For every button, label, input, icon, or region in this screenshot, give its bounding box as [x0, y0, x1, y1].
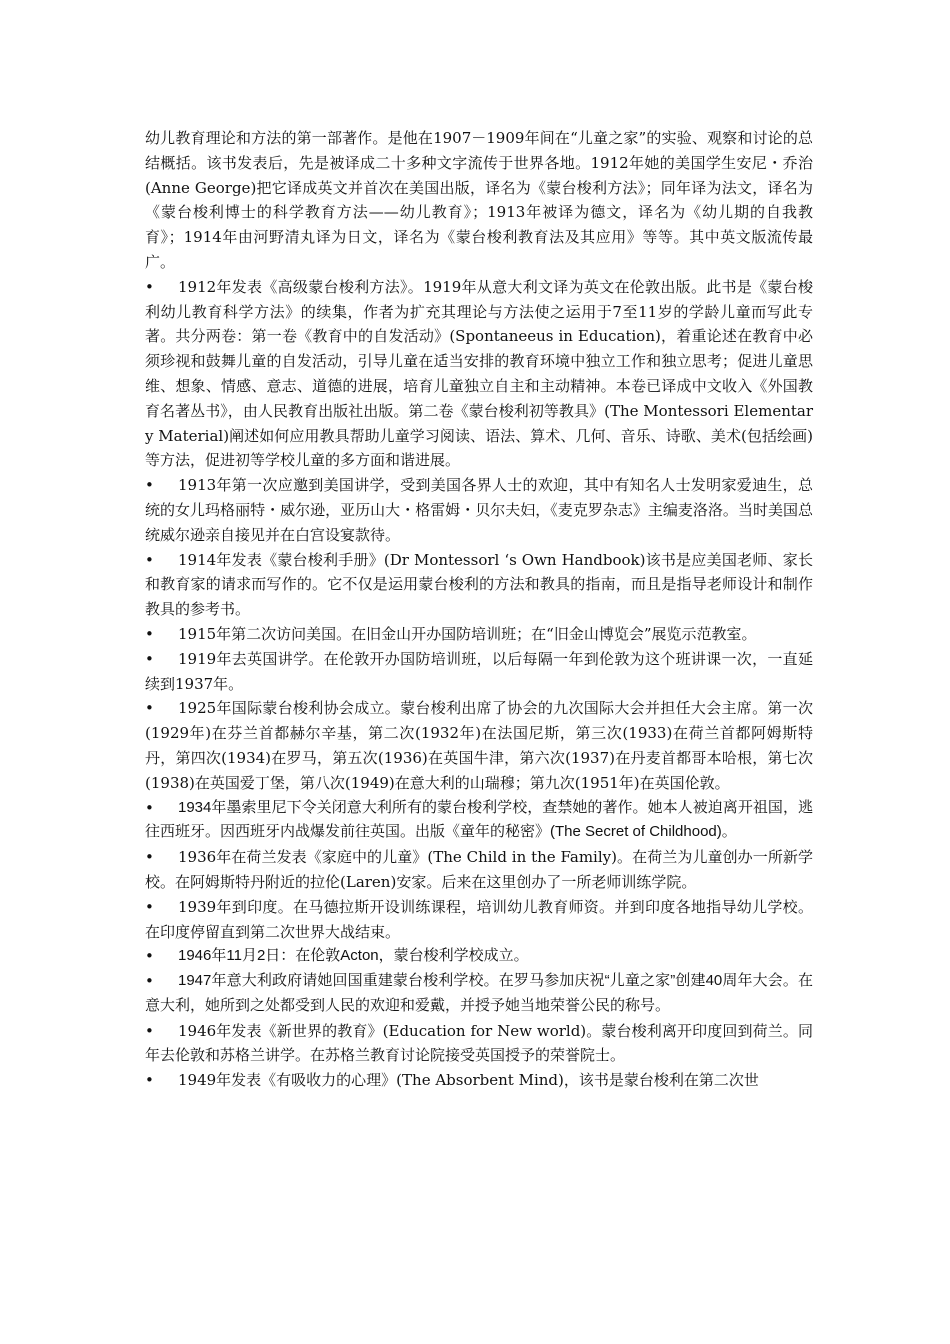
list-item-text: 1912年发表《高级蒙台梭利方法》。1919年从意大利文译为英文在伦敦出版。此书是《蒙台梭利幼儿教育科学方法》的续集，作者为扩充其理论与方法使之运用于7至11岁的学龄儿童而写此专著。共分两卷：第一卷《教育中的自发活动》(Spontaneeus in Education)，着重论述在教育中必须珍视和鼓舞儿童的自发活动，引导儿童在适当安排的教育环境中独立工作和独立思考；促进儿童思维、想象、情感、意志、道德的进展，培育儿童独立自主和主动精神。本卷已译成中文收入《外国教育名著丛书》，由人民教育出版社出版。第二卷《蒙台梭利初等教具》(The Montessori Elementary Material)阐述如何应用教具帮助儿童学习阅读、语法、算术、几何、音乐、诗歌、美术(包括绘画)等方法，促进初等学校儿童的多方面和谐进展。 [145, 277, 813, 470]
list-item [145, 473, 813, 547]
bullet-icon: • [145, 277, 154, 296]
list-item [145, 548, 813, 622]
list-item-text: 1936年在荷兰发表《家庭中的儿童》(The Child in the Family)。在荷兰为儿童创办一所新学校。在阿姆斯特丹附近的拉伦(Laren)安家。后来在这里创办了一所老师训练学院。 [145, 848, 813, 891]
list-item [145, 944, 813, 969]
list-item-text: 1913年第一次应邀到美国讲学，受到美国各界人士的欢迎，其中有知名人士发明家爱迪生，总统的女儿玛格丽特・威尔逊，亚历山大・格雷姆・贝尔夫妇，《麦克罗杂志》主编麦洛洛。当时美国总统威尔逊亲自接见并在白宫设宴款待。 [145, 476, 813, 544]
list-item [145, 1068, 813, 1093]
bullet-list [145, 275, 813, 1093]
list-item [145, 796, 813, 846]
bullet-icon: • [145, 699, 154, 718]
bullet-icon: • [145, 798, 154, 817]
document-page [145, 126, 813, 1093]
list-item-text: 1946年发表《新世界的教育》(Education for New world)。蒙台梭利离开印度回到荷兰。同年去伦敦和苏格兰讲学。在苏格兰教育讨论院接受英国授予的荣誉院士。 [145, 1021, 813, 1065]
bullet-icon: • [145, 550, 154, 569]
list-item-text: 1915年第二次访问美国。在旧金山开办国防培训班；在“旧金山博览会”展览示范教室。 [178, 624, 757, 643]
list-item [145, 622, 813, 647]
list-item-text: 1946年11月2日：在伦敦Acton，蒙台梭利学校成立。 [178, 947, 529, 965]
list-item [145, 895, 813, 945]
list-item [145, 969, 813, 1019]
bullet-icon: • [145, 624, 154, 643]
bullet-icon: • [145, 476, 154, 495]
list-item-text: 1947年意大利政府请她回国重建蒙台梭利学校。在罗马参加庆祝“儿童之家”创建40周年大会。在意大利，她所到之处都受到人民的欢迎和爱戴，并授予她当地荣誉公民的称号。 [145, 972, 813, 1014]
bullet-icon: • [145, 897, 154, 916]
bullet-icon: • [145, 972, 154, 991]
list-item-text: 1914年发表《蒙台梭利手册》(Dr Montessorl ‘s Own Handbook)该书是应美国老师、家长和教育家的请求而写作的。它不仅是运用蒙台梭利的方法和教具的指南，而且是指导老师设计和制作教具的参考书。 [145, 550, 813, 619]
bullet-icon: • [145, 848, 154, 867]
list-item [145, 647, 813, 697]
list-item [145, 1019, 813, 1069]
intro-paragraph: 幼儿教育理论和方法的第一部著作。是他在1907－1909年间在“儿童之家”的实验、观察和讨论的总结概括。该书发表后，先是被译成二十多种文字流传于世界各地。1912年她的美国学生安尼・乔治(Anne George)把它译成英文并首次在美国出版，译名为《蒙台梭利方法》；同年译为法文，译名为《蒙台梭利博士的科学教育方法——幼儿教育》；1913年被译为德文，译名为《幼儿期的自我教育》；1914年由河野清丸译为日文，译名为《蒙台梭利教育法及其应用》等等。其中英文版流传最广。 [145, 129, 813, 271]
list-item-text: 1925年国际蒙台梭利协会成立。蒙台梭利出席了协会的九次国际大会并担任大会主席。第一次(1929年)在芬兰首都赫尔辛基，第二次(1932年)在法国尼斯，第三次(1933)在荷兰首都阿姆斯特丹，第四次(1934)在罗马，第五次(1936)在英国牛津，第六次(1937)在丹麦首都哥本哈根，第七次(1938)在英国爱丁堡，第八次(1949)在意大利的山瑞穆；第九次(1951年)在英国伦敦。 [145, 699, 813, 792]
list-item-text: 1934年墨索里尼下令关闭意大利所有的蒙台梭利学校，查禁她的著作。她本人被迫离开祖国，逃往西班牙。因西班牙内战爆发前往英国。出版《童年的秘密》(The Secret of Childhood)。 [145, 798, 813, 841]
list-item-text: 1949年发表《有吸收力的心理》(The Absorbent Mind)，该书是蒙台梭利在第二次世 [178, 1071, 759, 1090]
list-item [145, 696, 813, 795]
list-item-text: 1939年到印度。在马德拉斯开设训练课程，培训幼儿教育师资。并到印度各地指导幼儿学校。在印度停留直到第二次世界大战结束。 [145, 897, 813, 941]
list-item [145, 275, 813, 473]
list-item [145, 845, 813, 895]
bullet-icon: • [145, 1021, 154, 1040]
bullet-icon: • [145, 947, 154, 966]
bullet-icon: • [145, 649, 154, 668]
list-item-text: 1919年去英国讲学。在伦敦开办国防培训班，以后每隔一年到伦敦为这个班讲课一次，一直延续到1937年。 [145, 649, 813, 693]
bullet-icon: • [145, 1071, 154, 1090]
